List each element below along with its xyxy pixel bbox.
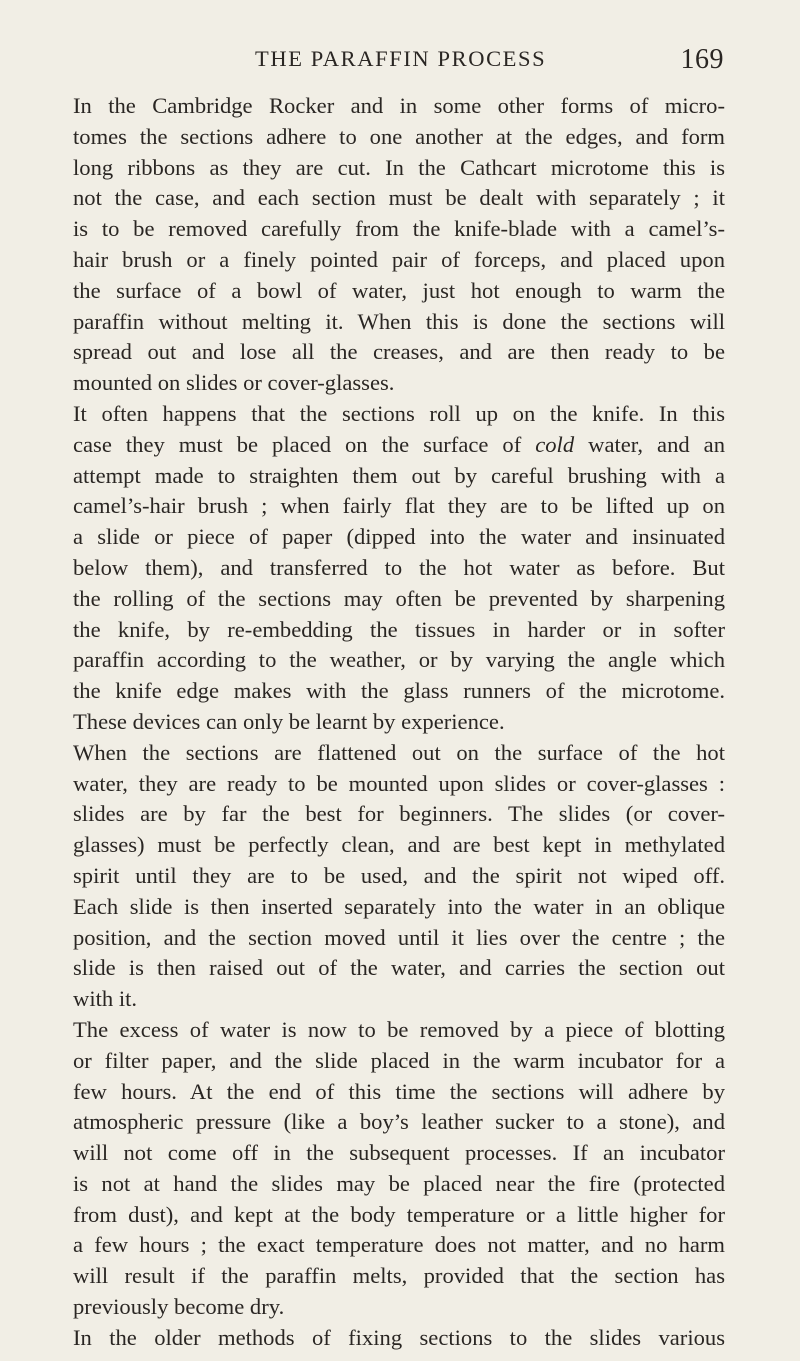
text-line: will result if the paraffin melts, provided that the section has [73, 1263, 725, 1289]
text-segment: water, and an [574, 431, 726, 457]
text-line: a slide or piece of paper (dipped into the water and insinuated [73, 524, 725, 550]
text-line: spirit until they are to be used, and the spirit not wiped off. [73, 862, 725, 888]
text-line: When the sections are flattened out on the surface of the hot [73, 739, 725, 765]
text-line: position, and the section moved until it lies over the centre ; the [73, 924, 725, 950]
text-line [73, 430, 725, 461]
text-line: slide is then raised out of the water, and carries the section out [73, 955, 725, 981]
text-line: below them), and transferred to the hot water as before. But [73, 554, 725, 580]
text-line: It often happens that the sections roll up on the knife. In this [73, 400, 725, 426]
text-line: the knife edge makes with the glass runners of the microtome. [73, 678, 725, 704]
text-line: will not come off in the subsequent processes. If an incubator [73, 1140, 725, 1166]
text-line: not the case, and each section must be dealt with separately ; it [73, 185, 725, 211]
text-line: long ribbons as they are cut. In the Cathcart microtome this is [73, 154, 725, 180]
text-line: camel’s-hair brush ; when fairly flat they are to be lifted up on [73, 493, 725, 519]
running-head: THE PARAFFIN PROCESS [255, 46, 547, 71]
text-line: These devices can only be learnt by experience. [73, 708, 505, 734]
text-line: paraffin according to the weather, or by varying the angle which [73, 647, 725, 673]
text-segment: case they must be placed on the surface of [73, 431, 536, 457]
body-text [73, 91, 725, 1354]
text-line: the surface of a bowl of water, just hot enough to warm the [73, 277, 725, 303]
text-line: Each slide is then inserted separately into the water in an oblique [73, 893, 725, 919]
text-line: or filter paper, and the slide placed in the warm incubator for a [73, 1047, 725, 1073]
page-header [72, 44, 724, 84]
text-line: tomes the sections adhere to one another at the edges, and form [73, 123, 725, 149]
text-line: with it. [73, 986, 138, 1012]
text-line: In the Cambridge Rocker and in some other forms of micro- [73, 93, 725, 118]
text-line: previously become dry. [73, 1294, 285, 1320]
text-line: from dust), and kept at the body temperature or a little higher for [73, 1201, 725, 1227]
text-line: is not at hand the slides may be placed near the fire (protected [73, 1170, 725, 1196]
text-line: the rolling of the sections may often be prevented by sharpening [73, 585, 725, 611]
text-line: slides are by far the best for beginners. The slides (or cover- [73, 801, 725, 827]
text-line: few hours. At the end of this time the sections will adhere by [73, 1078, 725, 1104]
text-line: the knife, by re-embedding the tissues in harder or in softer [73, 616, 725, 642]
text-line: hair brush or a finely pointed pair of forceps, and placed upon [73, 246, 725, 272]
text-line: attempt made to straighten them out by careful brushing with a [73, 462, 725, 488]
text-line: spread out and lose all the creases, and are then ready to be [73, 339, 725, 365]
text-line: atmospheric pressure (like a boy’s leather sucker to a stone), and [73, 1109, 725, 1135]
text-line: In the older methods of fixing sections to the slides various [73, 1324, 725, 1350]
text-line: is to be removed carefully from the knife-blade with a camel’s- [73, 216, 725, 242]
text-line: glasses) must be perfectly clean, and are best kept in methylated [73, 832, 725, 858]
text-line: paraffin without melting it. When this is done the sections will [73, 308, 725, 334]
text-line: a few hours ; the exact temperature does not matter, and no harm [73, 1232, 725, 1258]
text-line: water, they are ready to be mounted upon slides or cover-glasses : [73, 770, 725, 796]
italic-word: cold [535, 431, 575, 457]
text-line: mounted on slides or cover-glasses. [73, 370, 395, 396]
text-line: The excess of water is now to be removed by a piece of blotting [73, 1016, 725, 1042]
page-number: 169 [680, 44, 724, 75]
